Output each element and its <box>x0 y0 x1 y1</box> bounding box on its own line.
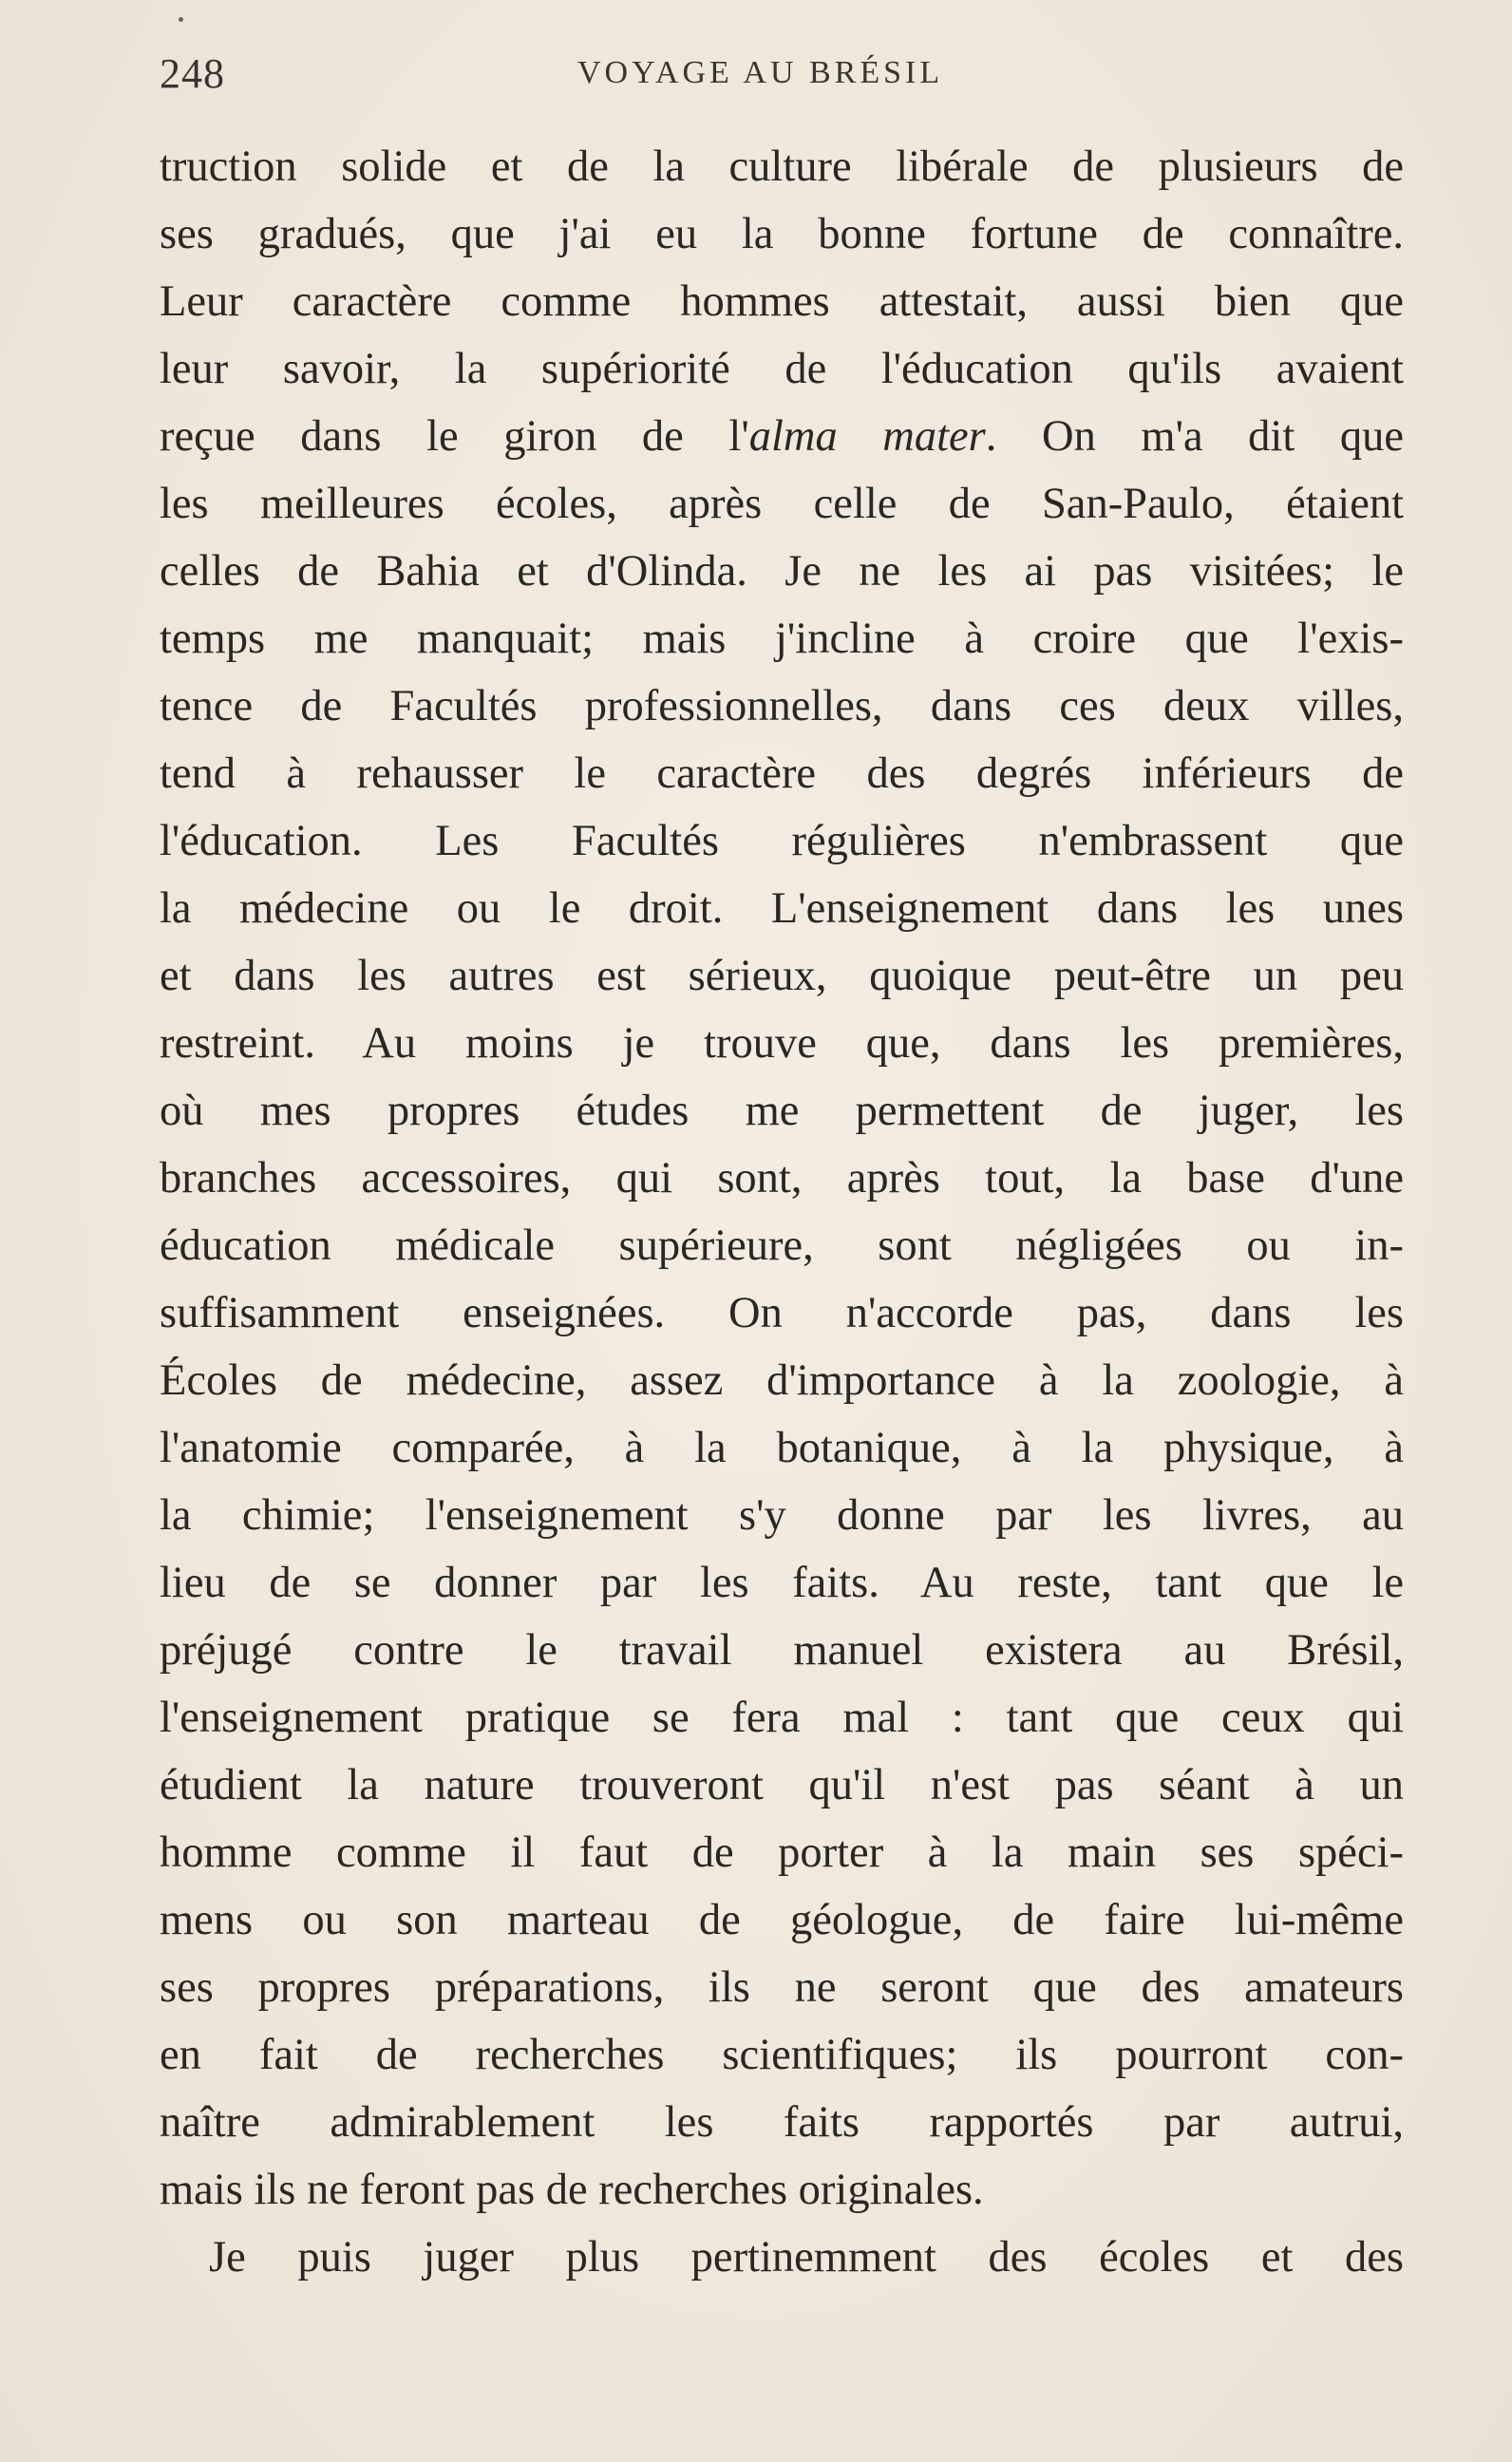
print-speck <box>179 17 183 22</box>
text-line: l'enseignement pratique se fera mal : tant que ceux qui <box>160 1694 1404 1742</box>
text-line: préjugé contre le travail manuel existera au Brésil, <box>160 1626 1404 1675</box>
running-title: VOYAGE AU BRÉSIL <box>577 55 944 90</box>
text-line: et dans les autres est sérieux, quoique peut-être un peu <box>160 952 1404 1000</box>
text-line: l'anatomie comparée, à la botanique, à la physique, à <box>160 1424 1404 1472</box>
text-line: truction solide et de la culture libérale de plusieurs de <box>160 142 1404 191</box>
text-line: les meilleures écoles, après celle de San-Paulo, étaient <box>160 480 1404 528</box>
text-line: celles de Bahia et d'Olinda. Je ne les ai pas visitées; le <box>160 547 1404 596</box>
text-line: où mes propres études me permettent de juger, les <box>160 1087 1404 1135</box>
page-number: 248 <box>160 50 225 97</box>
text-line: ses propres préparations, ils ne seront que des amateurs <box>160 1963 1404 2012</box>
text-line: Écoles de médecine, assez d'importance à la zoologie, à <box>160 1356 1404 1405</box>
text-line: étudient la nature trouveront qu'il n'est pas séant à un <box>160 1761 1404 1809</box>
text-line: branches accessoires, qui sont, après tout, la base d'une <box>160 1154 1404 1203</box>
text-line: lieu de se donner par les faits. Au reste, tant que le <box>160 1559 1404 1607</box>
text-line: temps me manquait; mais j'incline à croire que l'exis- <box>160 615 1404 663</box>
text-line: ses gradués, que j'ai eu la bonne fortune de connaître. <box>160 210 1404 258</box>
text-line <box>160 403 1404 470</box>
text-line: tend à rehausser le caractère des degrés inférieurs de <box>160 749 1404 798</box>
italic-phrase: alma mater <box>748 412 986 461</box>
running-head <box>160 47 1404 104</box>
text-line: mens ou son marteau de géologue, de faire lui-même <box>160 1896 1404 1944</box>
text-line: la médecine ou le droit. L'enseignement dans les unes <box>160 884 1404 933</box>
text-line: la chimie; l'enseignement s'y donne par les livres, au <box>160 1491 1404 1540</box>
text-line: l'éducation. Les Facultés régulières n'embrassent que <box>160 817 1404 865</box>
text-fragment: reçue dans le giron de l' <box>160 412 749 461</box>
text-line: naître admirablement les faits rapportés par autrui, <box>160 2098 1404 2147</box>
body-text <box>160 133 1404 2291</box>
paragraph-end-line: mais ils ne feront pas de recherches originales. <box>160 2166 984 2214</box>
text-line: en fait de recherches scientifiques; ils pourront con- <box>160 2031 1404 2079</box>
text-line: homme comme il faut de porter à la main ses spéci- <box>160 1828 1404 1877</box>
text-line: tence de Facultés professionnelles, dans ces deux villes, <box>160 682 1404 730</box>
text-fragment: . On m'a dit que <box>985 412 1404 461</box>
text-line: restreint. Au moins je trouve que, dans les premières, <box>160 1019 1404 1068</box>
text-line: suffisamment enseignées. On n'accorde pas, dans les <box>160 1289 1404 1337</box>
paragraph-start-line: Je puis juger plus pertinemment des écoles et des <box>209 2233 1404 2282</box>
text-line: leur savoir, la supériorité de l'éducation qu'ils avaient <box>160 345 1404 393</box>
text-line: Leur caractère comme hommes attestait, aussi bien que <box>160 277 1404 326</box>
text-line: éducation médicale supérieure, sont négligées ou in- <box>160 1222 1404 1270</box>
